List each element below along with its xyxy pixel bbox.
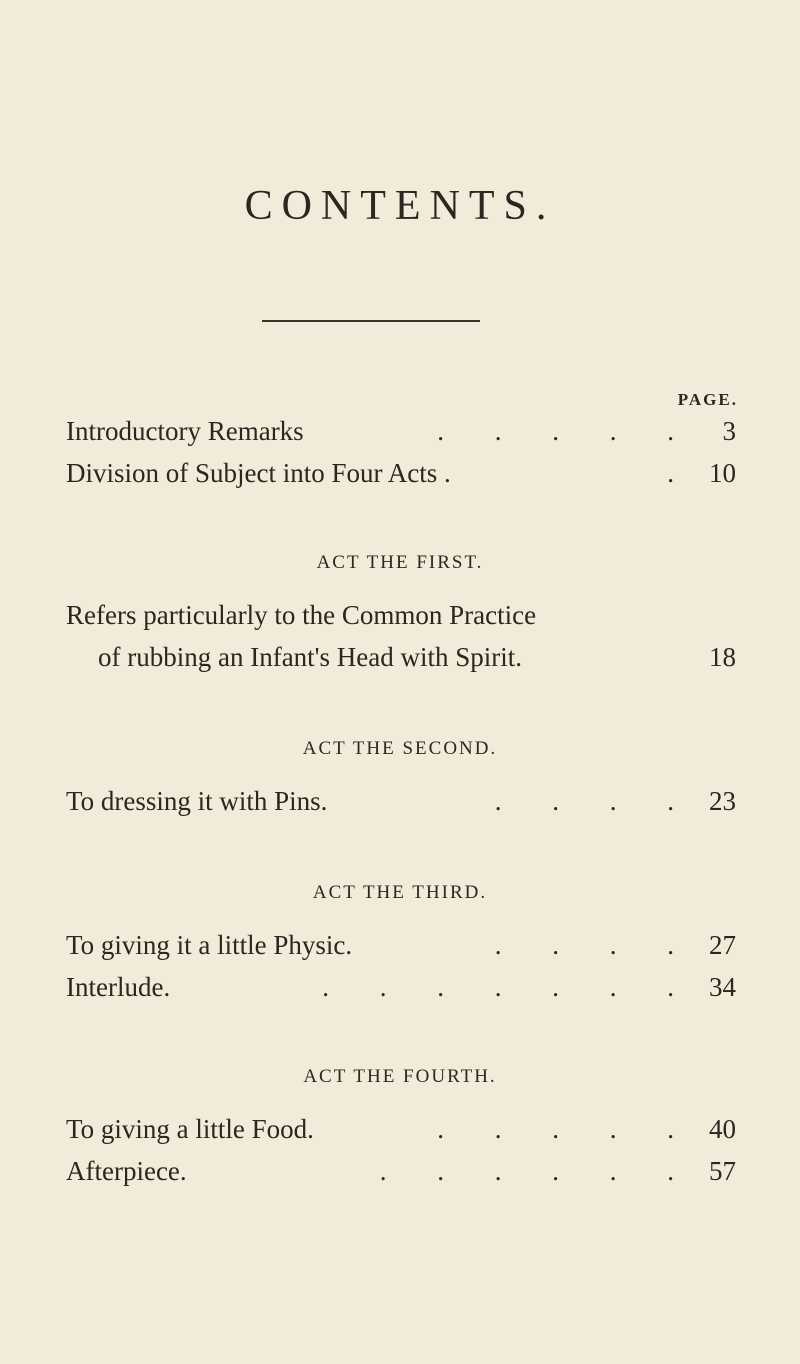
title-rule: [262, 320, 480, 322]
toc-entry-page: 40: [709, 1114, 736, 1144]
toc-entry-leader: . . . . .: [437, 1114, 696, 1144]
toc-entry-page: 3: [722, 416, 736, 446]
toc-entry-page: 57: [709, 1156, 736, 1186]
toc-entry-dressing-with-pins: [66, 786, 736, 817]
toc-entry-title: Interlude.: [66, 972, 171, 1002]
toc-entry-interlude: [66, 972, 736, 1003]
toc-entry-introductory-remarks: [66, 416, 736, 447]
toc-entry-little-physic: [66, 930, 736, 961]
page-title: CONTENTS.: [244, 183, 556, 229]
toc-entry-page: 10: [709, 458, 736, 488]
toc-entry-title: To giving it a little Physic.: [66, 930, 353, 960]
toc-entry-act-first-line-2: [98, 642, 736, 673]
toc-entry-page: 27: [709, 930, 736, 960]
toc-entry-leader: . . . .: [494, 786, 696, 816]
toc-entry-title: Refers particularly to the Common Practice: [66, 600, 537, 630]
act-heading-second: ACT THE SECOND.: [302, 738, 498, 759]
toc-entry-page: 23: [709, 786, 736, 816]
toc-entry-leader: . . . . . .: [379, 1156, 696, 1186]
toc-entry-page: 34: [709, 972, 736, 1002]
toc-entry-little-food: [66, 1114, 736, 1145]
toc-entry-afterpiece: [66, 1156, 736, 1187]
toc-entry-leader: .: [667, 458, 696, 488]
toc-entry-title: of rubbing an Infant's Head with Spirit.: [98, 642, 523, 672]
toc-entry-title: To dressing it with Pins.: [66, 786, 328, 816]
act-heading-third: ACT THE THIRD.: [312, 882, 488, 903]
toc-entry-leader: . . . .: [494, 930, 696, 960]
toc-entry-leader: . . . . .: [437, 416, 696, 446]
toc-entry-act-first-line-1: [66, 600, 736, 631]
page-column-label: PAGE.: [677, 390, 738, 409]
toc-entry-title: To giving a little Food.: [66, 1114, 314, 1144]
toc-entry-title: Introductory Remarks: [66, 416, 304, 446]
act-heading-fourth: ACT THE FOURTH.: [303, 1066, 497, 1087]
toc-entry-title: Afterpiece.: [66, 1156, 187, 1186]
toc-entry-leader: . . . . . . .: [322, 972, 696, 1002]
toc-entry-title: Division of Subject into Four Acts .: [66, 458, 451, 488]
toc-entry-division-of-subject: [66, 458, 736, 489]
toc-entry-page: 18: [709, 642, 736, 672]
act-heading-first: ACT THE FIRST.: [316, 552, 484, 573]
